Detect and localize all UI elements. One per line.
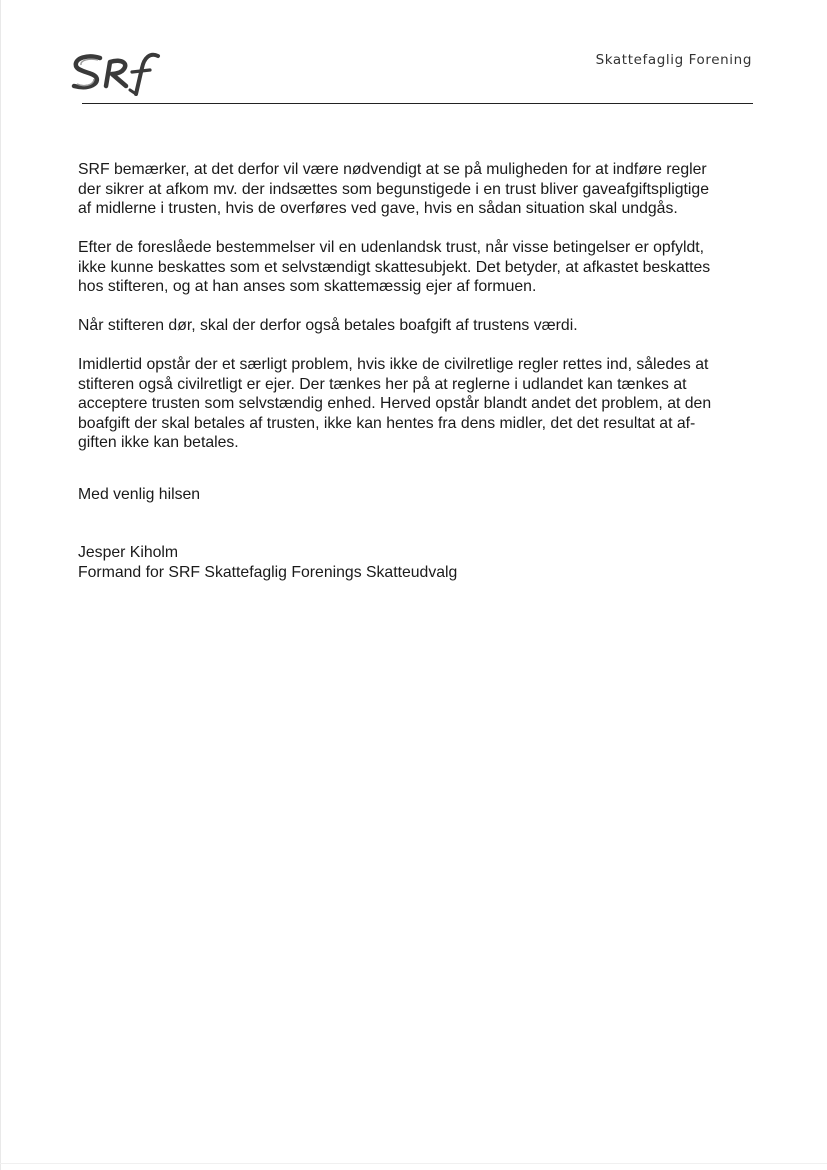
signatory-title: Formand for SRF Skattefaglig Forenings Skatteudvalg	[78, 563, 458, 581]
srf-logo	[70, 50, 165, 98]
paragraph	[78, 316, 758, 336]
text-line: acceptere trusten som selvstændig enhed. Herved opstår blandt andet det problem, at den	[78, 395, 712, 412]
scan-edge-bottom	[0, 1163, 827, 1164]
text-line: SRF bemærker, at det derfor vil være nødvendigt at se på muligheden for at indføre regler	[78, 161, 707, 178]
text-line: giften ikke kan betales.	[78, 434, 239, 451]
text-line: Imidlertid opstår der et særligt problem, hvis ikke de civilretlige regler rettes ind, således at	[78, 356, 709, 373]
header-rule	[82, 103, 753, 104]
letter-body	[78, 160, 758, 472]
closing-salutation: Med venlig hilsen	[78, 486, 201, 503]
text-line: af midlerne i trusten, hvis de overføres ved gave, hvis en sådan situation skal undgås.	[78, 200, 678, 217]
text-line: ikke kunne beskattes som et selvstændigt skattesubjekt. Det betyder, at afkastet beskattes	[78, 258, 711, 276]
paragraph	[78, 160, 758, 219]
organization-name: Skattefaglig Forening	[595, 52, 752, 68]
signature-block	[78, 543, 457, 582]
text-line: der sikrer at afkom mv. der indsættes som begunstigede i en trust bliver gaveafgiftspligtige	[78, 180, 710, 198]
scan-edge	[0, 0, 1, 1170]
paragraph	[78, 355, 758, 453]
text-line: hos stifteren, og at han anses som skattemæssig ejer af formuen.	[78, 278, 537, 295]
paragraph	[78, 238, 758, 297]
text-line: stifteren også civilretligt er ejer. Der tænkes her på at reglerne i udlandet kan tænkes at	[78, 375, 687, 393]
text-line: boafgift der skal betales af trusten, ikke kan hentes fra dens midler, det det resultat at af-	[78, 414, 696, 432]
text-line: Efter de foreslåede bestemmelser vil en udenlandsk trust, når visse betingelser er opfyldt,	[78, 239, 705, 256]
signatory-name: Jesper Kiholm	[78, 544, 179, 561]
text-line: Når stifteren dør, skal der derfor også betales boafgift af trustens værdi.	[78, 317, 578, 334]
